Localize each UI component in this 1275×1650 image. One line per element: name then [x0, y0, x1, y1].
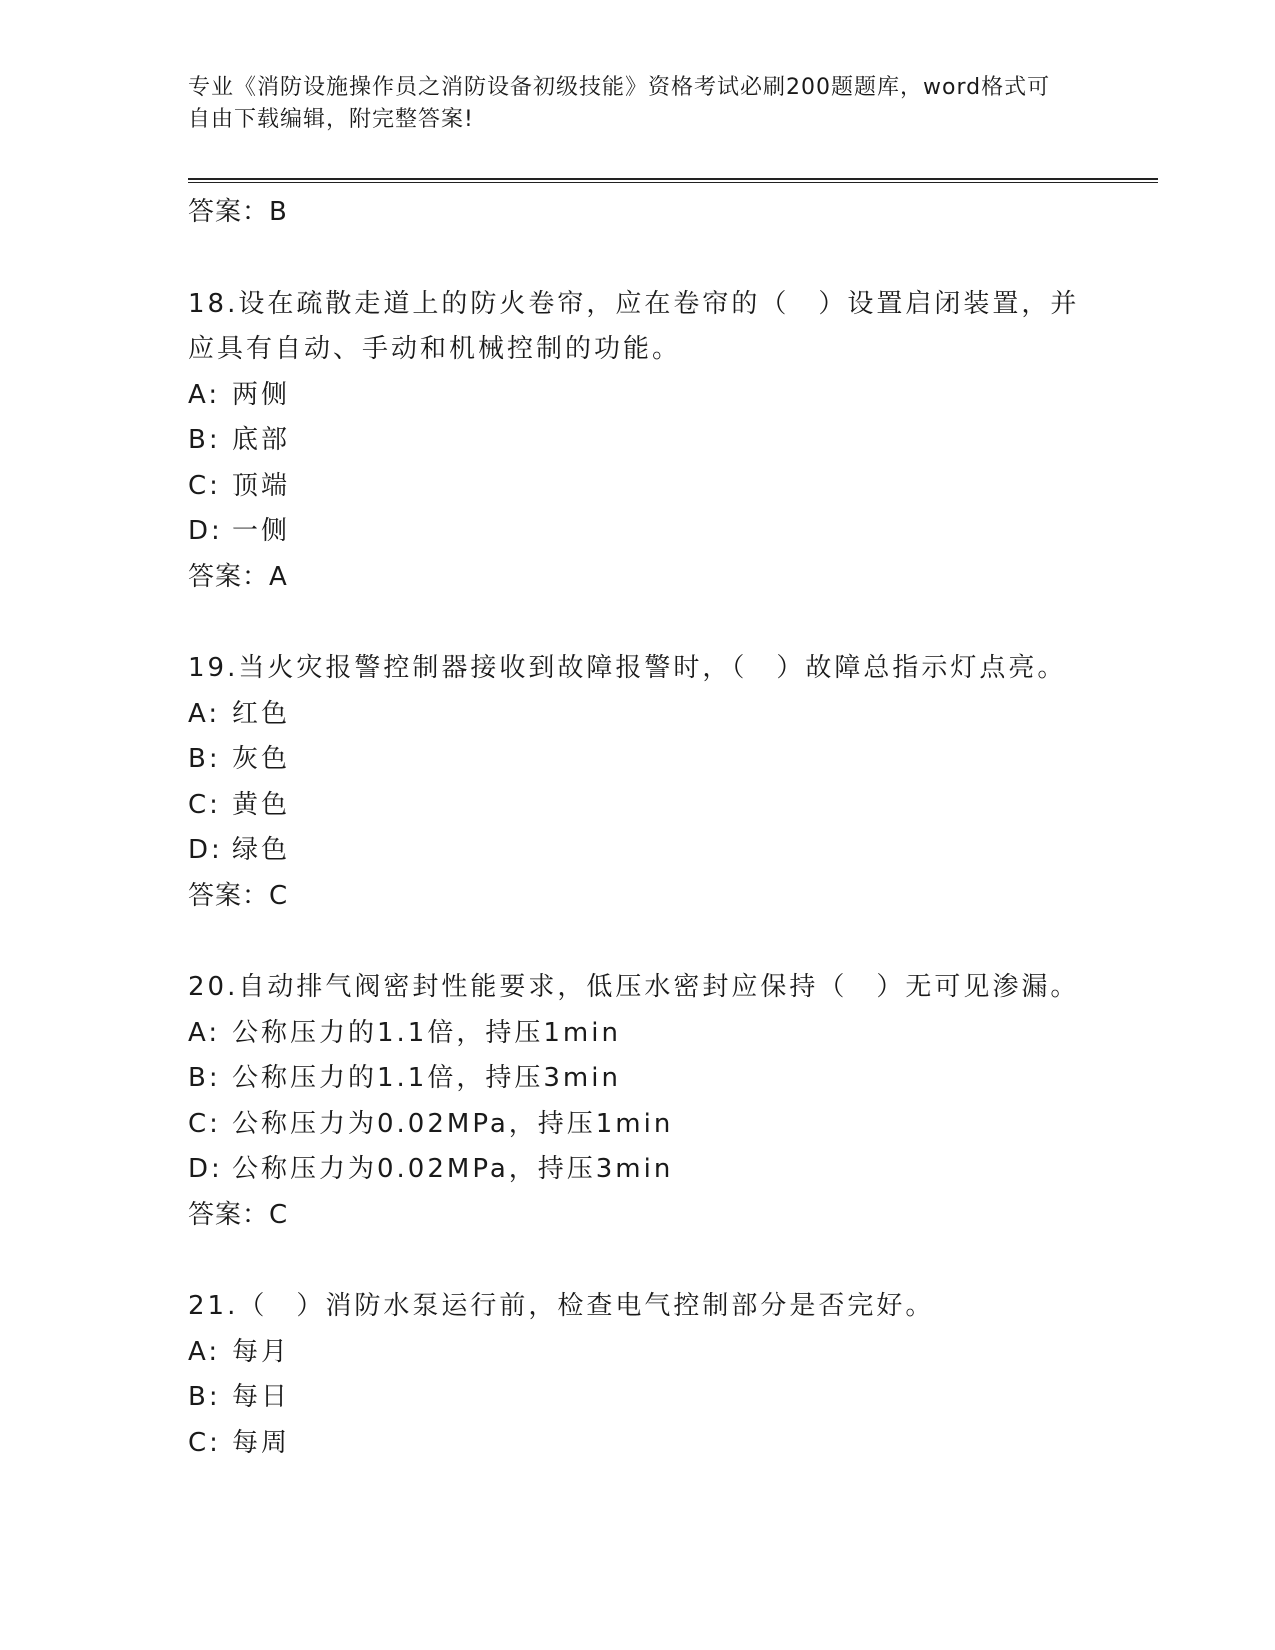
header-divider — [188, 178, 1158, 183]
option-a: A: 每月 — [188, 1336, 291, 1367]
option-a: A: 公称压力的1.1倍，持压1min — [188, 1017, 621, 1048]
question-text: 20.自动排气阀密封性能要求，低压水密封应保持（ ）无可见渗漏。 — [188, 972, 1080, 1002]
option-b: B: 每日 — [188, 1382, 291, 1412]
question-number: 20. — [188, 972, 239, 1002]
option-c: C: 每周 — [188, 1427, 291, 1458]
question-number: 19. — [188, 653, 239, 683]
option-a: A: 两侧 — [188, 379, 291, 410]
option-d: D: 公称压力为0.02MPa，持压3min — [188, 1154, 674, 1184]
option-b: B: 灰色 — [188, 744, 291, 774]
option-b: B: 公称压力的1.1倍，持压3min — [188, 1063, 621, 1093]
page-header-title: 专业《消防设施操作员之消防设备初级技能》资格考试必刷200题题库，word格式可自由下载编辑，附完整答案! — [188, 75, 1051, 132]
question-block — [188, 965, 1088, 1238]
document-content — [188, 190, 1088, 1466]
option-c: C: 顶端 — [188, 470, 291, 501]
question-block — [188, 646, 1088, 919]
question-number: 18. — [188, 288, 239, 319]
option-a: A: 红色 — [188, 698, 291, 729]
answer-line: 答案：C — [188, 1199, 289, 1230]
option-c: C: 公称压力为0.02MPa，持压1min — [188, 1108, 674, 1139]
question-text: 19.当火灾报警控制器接收到故障报警时，（ ）故障总指示灯点亮。 — [188, 653, 1067, 683]
question-block — [188, 1284, 1088, 1466]
question-text: 18.设在疏散走道上的防火卷帘，应在卷帘的（ ）设置启闭装置，并 — [188, 288, 1080, 319]
option-d: D: 一侧 — [188, 516, 291, 546]
answer-line: 答案：A — [188, 561, 288, 592]
option-b: B: 底部 — [188, 425, 291, 455]
option-d: D: 绿色 — [188, 835, 291, 865]
option-c: C: 黄色 — [188, 789, 291, 820]
question-block — [188, 282, 1088, 601]
question-number: 21. — [188, 1291, 239, 1321]
answer-line: 答案：C — [188, 880, 289, 911]
answer-line: 答案：B — [188, 197, 288, 227]
question-text-continued: 应具有自动、手动和机械控制的功能。 — [188, 334, 682, 364]
question-text: 21.（ ）消防水泵运行前，检查电气控制部分是否完好。 — [188, 1291, 935, 1321]
